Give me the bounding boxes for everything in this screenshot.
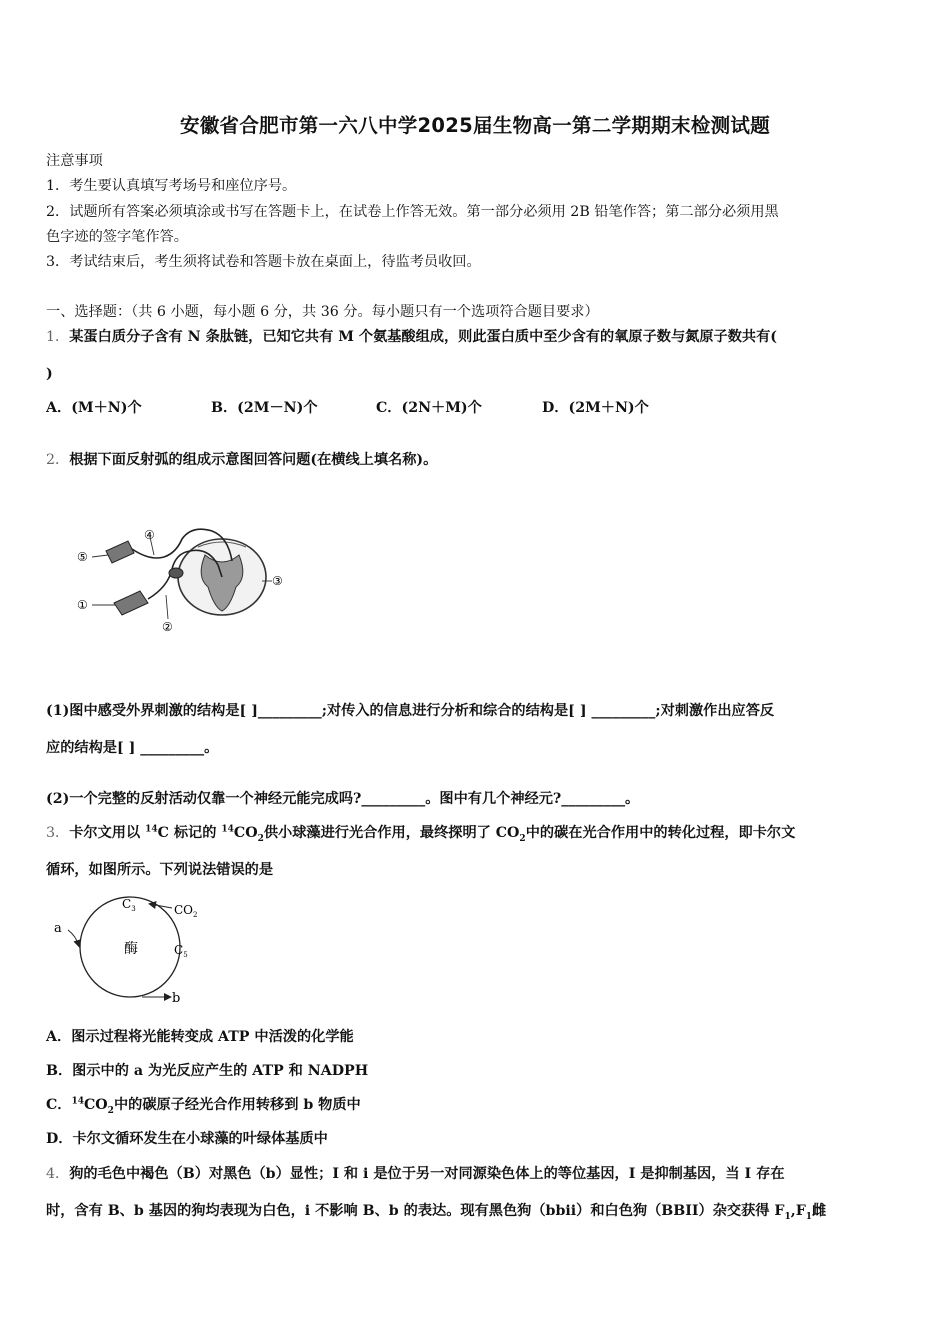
question-text: 中的碳在光合作用中的转化过程，即卡尔文 xyxy=(525,825,796,841)
question-1 xyxy=(46,327,906,347)
question-text: 卡尔文用以 xyxy=(69,825,146,841)
calvin-cycle-diagram xyxy=(50,892,220,1007)
question-2-sub1-cont: 应的结构是[ ] _________。 xyxy=(46,740,219,756)
notice-item: 2．试题所有答案必须填涂或书写在答题卡上，在试卷上作答无效。第一部分必须用 2B 铅笔作答；第二部分必须用黑 xyxy=(46,204,779,220)
question-text: ,F xyxy=(790,1203,806,1219)
label-4: ④ xyxy=(144,528,155,542)
label-a: a xyxy=(54,921,62,936)
option-b: B．(2M－N)个 xyxy=(211,400,318,416)
question-number: 4． xyxy=(46,1166,70,1182)
label-5: ⑤ xyxy=(77,550,88,564)
notice-item: 3．考试结束后，考生须将试卷和答题卡放在桌面上，待监考员收回。 xyxy=(46,254,481,270)
question-text: CO xyxy=(233,825,258,841)
question-text: 某蛋白质分子含有 N 条肽链，已知它共有 M 个氨基酸组成，则此蛋白质中至少含有的氧原子数与氮原子数共有( xyxy=(69,329,777,345)
label-1: ① xyxy=(77,598,88,612)
question-4 xyxy=(46,1164,906,1184)
question-number: 2． xyxy=(46,452,70,468)
question-2 xyxy=(46,450,906,470)
question-number: 1． xyxy=(46,329,70,345)
option-d: D．(2M＋N)个 xyxy=(542,400,649,416)
subscript: 1 xyxy=(805,1211,813,1222)
subscript: 2 xyxy=(107,1105,114,1116)
option-c: C．(2N＋M)个 xyxy=(376,400,482,416)
section-heading: 一、选择题：（共 6 小题，每小题 6 分，共 36 分。每小题只有一个选项符合题目要求） xyxy=(46,304,599,320)
option-label: C． xyxy=(46,1097,72,1113)
question-text: 根据下面反射弧的组成示意图回答问题(在横线上填名称)。 xyxy=(69,452,438,468)
question-3-cont: 循环，如图所示。下列说法错误的是 xyxy=(46,862,274,878)
question-1-cont: ) xyxy=(46,366,53,382)
question-1-options xyxy=(46,398,906,418)
question-number: 3． xyxy=(46,825,70,841)
question-3 xyxy=(46,823,906,843)
label-b: b xyxy=(172,991,181,1006)
question-text: 供小球藻进行光合作用，最终探明了 CO xyxy=(263,825,520,841)
page-title: 安徽省合肥市第一六八中学2025届生物高一第二学期期末检测试题 xyxy=(179,114,771,137)
question-2-sub1: (1)图中感受外界刺激的结构是[ ]_________;对传入的信息进行分析和综合的结构是[ ] _________;对刺激作出应答反 xyxy=(46,703,775,719)
subscript: 1 xyxy=(784,1211,791,1222)
superscript: 14 xyxy=(71,1096,85,1107)
superscript: 14 xyxy=(145,824,158,835)
option-text: 中的碳原子经光合作用转移到 b 物质中 xyxy=(113,1097,361,1113)
notice-item: 色字迹的签字笔作答。 xyxy=(46,229,188,245)
label-c3: $C_3$ xyxy=(122,897,136,913)
question-2-sub2: (2)一个完整的反射活动仅靠一个神经元能完成吗?_________。图中有几个神经元?_________。 xyxy=(46,791,640,807)
notice-heading: 注意事项 xyxy=(46,153,103,169)
option-a: A．(M＋N)个 xyxy=(46,400,142,416)
label-enzyme: 酶 xyxy=(124,941,138,957)
question-text: 雌 xyxy=(812,1203,827,1219)
label-c5: $C_5$ xyxy=(174,943,188,959)
subscript: 2 xyxy=(257,833,264,844)
notice-item: 1．考生要认真填写考场号和座位序号。 xyxy=(46,178,297,194)
subscript: 2 xyxy=(519,833,526,844)
question-text: 时，含有 B、b 基因的狗均表现为白色，i 不影响 B、b 的表达。现有黑色狗（bbii）和白色狗（BBII）杂交获得 F xyxy=(46,1203,785,1219)
question-4-cont xyxy=(46,1201,906,1221)
reflex-arc-diagram xyxy=(72,525,286,635)
question-text: C 标记的 xyxy=(157,825,222,841)
option-a: A．图示过程将光能转变成 ATP 中活泼的化学能 xyxy=(46,1029,354,1045)
label-3: ③ xyxy=(272,574,283,588)
label-co2: $CO_2$ xyxy=(174,903,198,919)
label-2: ② xyxy=(162,620,173,634)
option-d: D．卡尔文循环发生在小球藻的叶绿体基质中 xyxy=(46,1131,328,1147)
superscript: 14 xyxy=(221,824,234,835)
question-text: 狗的毛色中褐色（B）对黑色（b）显性；I 和 i 是位于另一对同源染色体上的等位基因，I 是抑制基因，当 I 存在 xyxy=(69,1166,785,1182)
option-c xyxy=(46,1095,906,1115)
option-b: B．图示中的 a 为光反应产生的 ATP 和 NADPH xyxy=(46,1063,369,1079)
option-text: CO xyxy=(84,1097,108,1113)
